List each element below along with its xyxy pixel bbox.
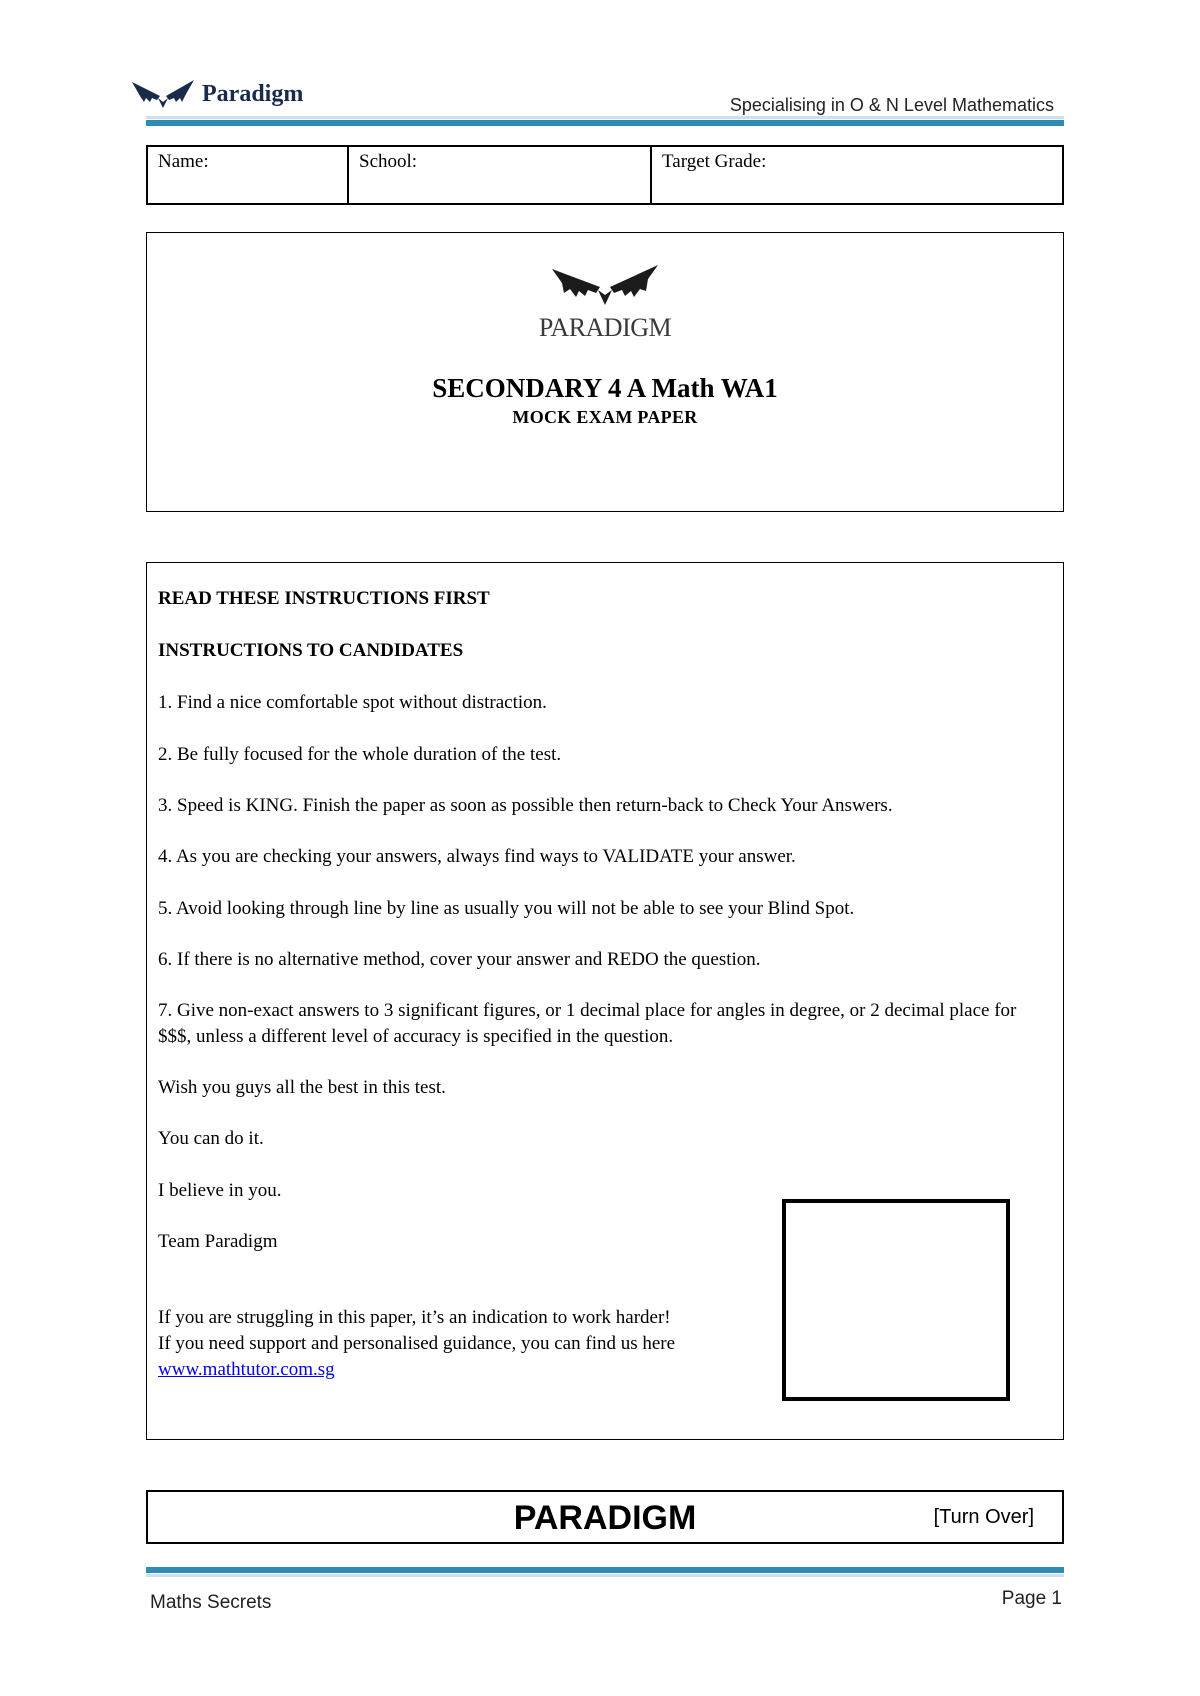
instruction-item: 1. Find a nice comfortable spot without distraction. <box>158 692 547 713</box>
encouragement-text: You can do it. <box>158 1128 264 1149</box>
website-link[interactable]: www.mathtutor.com.sg <box>158 1359 335 1380</box>
instruction-item: 3. Speed is KING. Finish the paper as soon as possible then return-back to Check Your Answers. <box>158 795 893 816</box>
instruction-item: 5. Avoid looking through line by line as usually you will not be able to see your Blind Spot. <box>158 898 855 919</box>
candidates-heading: INSTRUCTIONS TO CANDIDATES <box>158 640 464 661</box>
footer-left-text: Maths Secrets <box>150 1592 272 1613</box>
blank-square-box <box>782 1199 1010 1401</box>
paradigm-banner <box>146 1490 1064 1544</box>
turn-over-label: [Turn Over] <box>933 1506 1034 1528</box>
title-box <box>146 232 1064 512</box>
footer-rule <box>146 1567 1064 1573</box>
instruction-item: 2. Be fully focused for the whole duration of the test. <box>158 744 562 765</box>
footer-rule-light <box>146 1574 1064 1577</box>
target-grade-label: Target Grade: <box>662 151 767 172</box>
support-text: If you need support and personalised guidance, you can find us here <box>158 1333 676 1354</box>
instruction-item: 6. If there is no alternative method, cover your answer and REDO the question. <box>158 949 761 970</box>
exam-title: SECONDARY 4 A Math WA1 <box>432 373 778 403</box>
header-rule <box>146 120 1064 126</box>
page-number: Page 1 <box>1001 1588 1062 1609</box>
name-label: Name: <box>158 151 209 172</box>
wings-logo-icon <box>550 263 660 307</box>
banner-title: PARADIGM <box>513 1499 697 1537</box>
header-logo <box>130 76 303 112</box>
title-logo <box>147 263 1063 312</box>
exam-subtitle: MOCK EXAM PAPER <box>512 407 698 427</box>
instructions-heading: READ THESE INSTRUCTIONS FIRST <box>158 588 490 609</box>
header-brand: Paradigm <box>202 80 304 107</box>
school-field[interactable] <box>349 147 652 203</box>
header-tagline: Specialising in O & N Level Mathematics <box>729 95 1054 115</box>
instruction-item: 7. Give non-exact answers to 3 significant figures, or 1 decimal place for angles in degree, or 2 decimal place for $$$, unless a different level of accuracy is specified in the question. <box>158 1000 1017 1047</box>
target-grade-field[interactable] <box>652 147 1062 203</box>
wish-text: Wish you guys all the best in this test. <box>158 1077 446 1098</box>
belief-text: I believe in you. <box>158 1180 282 1201</box>
instruction-item: 4. As you are checking your answers, always find ways to VALIDATE your answer. <box>158 846 796 867</box>
struggle-text: If you are struggling in this paper, it’s an indication to work harder! <box>158 1307 671 1328</box>
title-logo-word: PARADIGM <box>538 313 672 342</box>
header-rule-light <box>146 116 1064 119</box>
name-field[interactable] <box>148 147 349 203</box>
student-info-table <box>146 145 1064 205</box>
school-label: School: <box>359 151 418 172</box>
wings-icon <box>130 78 196 110</box>
signoff-text: Team Paradigm <box>158 1231 278 1252</box>
